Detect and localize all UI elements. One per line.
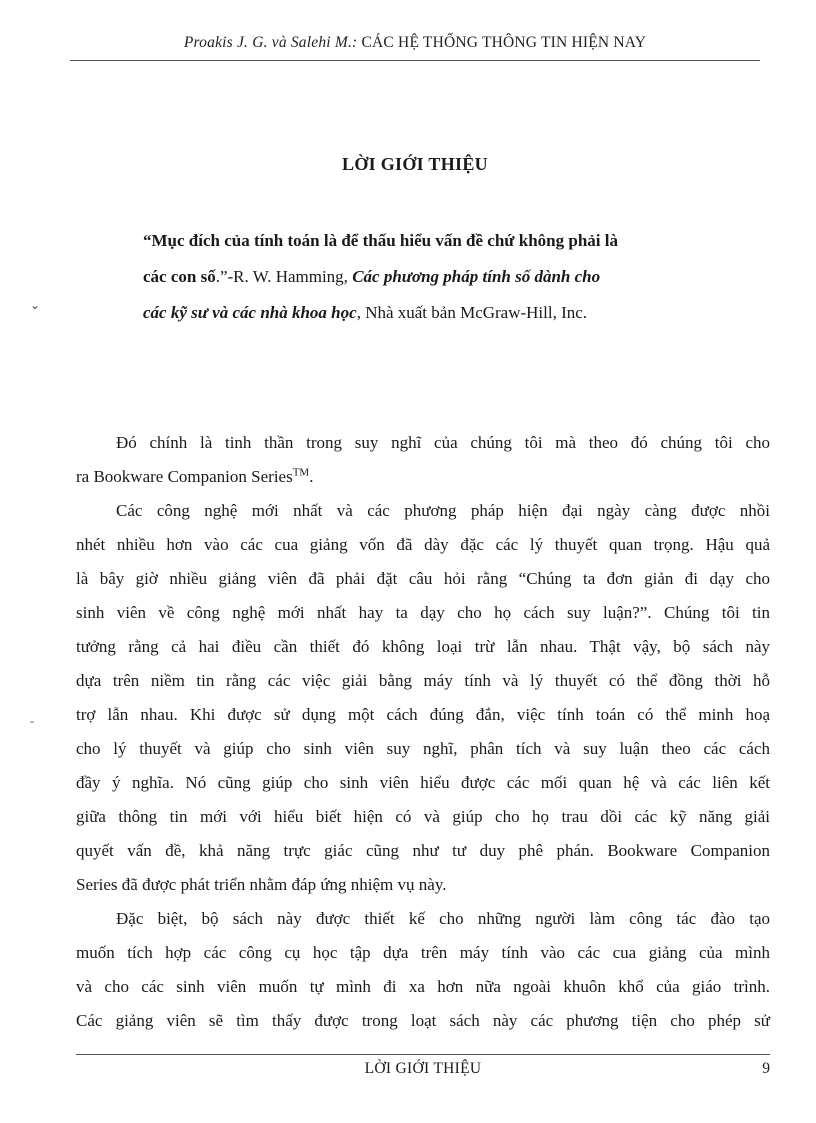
paragraph-1-end: . xyxy=(309,467,314,486)
epigraph xyxy=(143,223,743,331)
paragraph-2-line-6: dựa trên niềm tin rằng các việc giải bằng máy tính và lý thuyết có thể đồng thời hỗ xyxy=(76,671,770,690)
body-text xyxy=(76,426,770,1038)
paragraph-2-line-9: đầy ý nghĩa. Nó cũng giúp cho sinh viên hiểu được các mối quan hệ và các liên kết xyxy=(76,773,770,792)
paragraph-2-line-5: tưởng rằng cả hai điều cần thiết đó không loại trừ lẫn nhau. Thật vậy, bộ sách này xyxy=(76,637,770,656)
paragraph-2-line-11: quyết vấn đề, khả năng trực giác cũng như tư duy phê phán. Bookware Companion xyxy=(76,841,770,860)
paragraph-3-line-2: muốn tích hợp các công cụ học tập dựa trên máy tính vào các cua giảng của mình xyxy=(76,943,770,962)
epigraph-book-title-part-1: Các phương pháp tính số dành cho xyxy=(352,267,601,286)
footer-title: LỜI GIỚI THIỆU xyxy=(364,1060,482,1077)
page-title: LỜI GIỚI THIỆU xyxy=(342,154,488,174)
paragraph-3-line-1: Đặc biệt, bộ sách này được thiết kế cho những người làm công tác đào tạo xyxy=(116,909,770,928)
epigraph-publisher: , Nhà xuất bản McGraw-Hill, Inc. xyxy=(356,303,588,322)
paragraph-1-text: ra Bookware Companion Series xyxy=(76,467,293,486)
epigraph-line-2 xyxy=(143,259,743,295)
page-number: 9 xyxy=(762,1060,770,1077)
paragraph-2-line-1: Các công nghệ mới nhất và các phương pháp hiện đại ngày càng được nhồi xyxy=(116,501,770,520)
paragraph-2-line-2: nhét nhiều hơn vào các cua giảng vốn đã dày đặc các lý thuyết quan trọng. Hậu quả xyxy=(76,535,770,554)
epigraph-line-1: “Mục đích của tính toán là để thấu hiểu vấn đề chứ không phải là xyxy=(143,231,618,250)
paragraph-2-line-12: Series đã được phát triển nhằm đáp ứng nhiệm vụ này. xyxy=(76,875,447,894)
paragraph-3-line-4: Các giảng viên sẽ tìm thấy được trong loạt sách này các phương tiện cho phép sử xyxy=(76,1011,770,1030)
paragraph-3-line-3: và cho các sinh viên muốn tự mình đi xa hơn nữa ngoài khuôn khổ của giáo trình. xyxy=(76,977,770,996)
paragraph-1-line-2 xyxy=(76,460,770,494)
header-authors: Proakis J. G. và Salehi M.: xyxy=(183,34,358,51)
paragraph-2-line-3: là bây giờ nhiều giảng viên đã phải đặt câu hỏi rằng “Chúng ta đơn giản đi dạy cho xyxy=(76,569,770,588)
paragraph-2-line-4: sinh viên về công nghệ mới nhất hay ta dạy cho họ cách suy luận?”. Chúng tôi tin xyxy=(76,603,770,622)
paragraph-2-line-8: cho lý thuyết và giúp cho sinh viên suy nghĩ, phân tích và suy luận theo các cách xyxy=(76,739,770,758)
paragraph-2-line-7: trợ lẫn nhau. Khi được sử dụng một cách đúng đắn, việc tính toán có thể minh hoạ xyxy=(76,705,770,724)
paragraph-2-line-10: giữa thông tin mới với hiểu biết hiện có và giúp cho họ trau dồi các kỹ năng giải xyxy=(76,807,770,826)
footer-rule xyxy=(76,1054,770,1055)
header-rule xyxy=(70,60,760,61)
paragraph-1-line-1: Đó chính là tinh thần trong suy nghĩ của chúng tôi mà theo đó chúng tôi cho xyxy=(116,433,770,452)
epigraph-bold-text: các con số xyxy=(143,267,216,286)
margin-mark: ⌄ xyxy=(30,298,41,312)
epigraph-book-title-part-2: các kỹ sư và các nhà khoa học xyxy=(143,303,357,322)
header-book-title: CÁC HỆ THỐNG THÔNG TIN HIỆN NAY xyxy=(361,34,647,51)
epigraph-line-3 xyxy=(143,295,743,331)
trademark-mark: TM xyxy=(292,466,310,479)
epigraph-attribution: .”-R. W. Hamming, xyxy=(215,267,353,286)
margin-mark: - xyxy=(30,714,34,728)
running-header xyxy=(70,34,760,52)
